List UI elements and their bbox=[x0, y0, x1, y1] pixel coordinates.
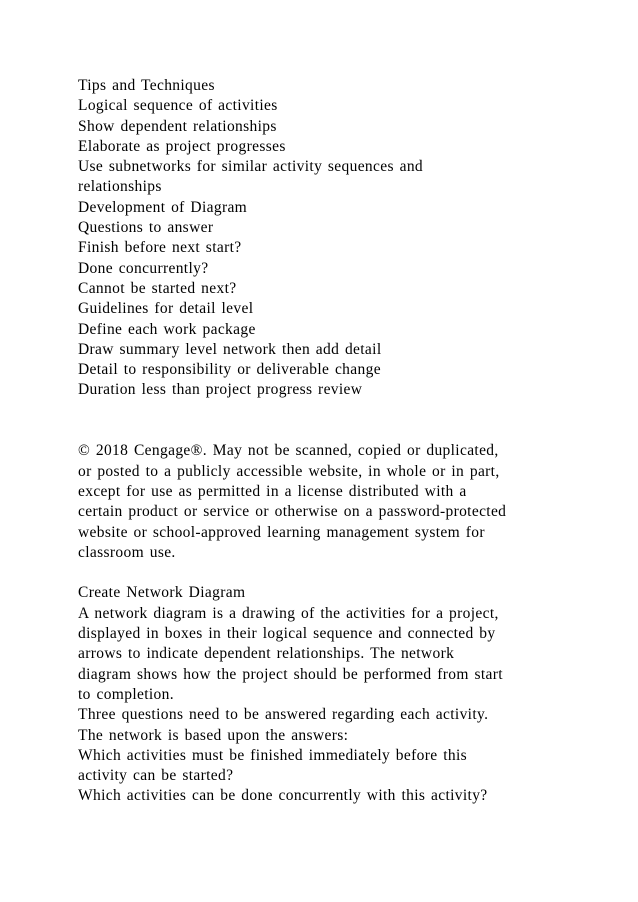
network-line: Which activities can be done concurrently with this activity? bbox=[78, 787, 488, 805]
network-line: activity can be started? bbox=[78, 767, 234, 785]
copyright-line: © 2018 Cengage®. May not be scanned, copied or duplicated, bbox=[78, 442, 499, 460]
tips-line: Cannot be started next? bbox=[78, 279, 237, 297]
tips-line: Logical sequence of activities bbox=[78, 97, 278, 115]
tips-line: Development of Diagram bbox=[78, 198, 248, 216]
network-line: arrows to indicate dependent relationships. The network bbox=[78, 645, 455, 663]
copyright-line: website or school-approved learning management system for bbox=[78, 523, 485, 541]
network-line: Three questions need to be answered regarding each activity. bbox=[78, 706, 489, 724]
tips-line: Use subnetworks for similar activity sequences and bbox=[78, 158, 424, 176]
tips-line: Questions to answer bbox=[78, 219, 214, 237]
copyright-line: certain product or service or otherwise on a password-protected bbox=[78, 503, 507, 521]
copyright-line: except for use as permitted in a license distributed with a bbox=[78, 482, 467, 500]
tips-line: Duration less than project progress review bbox=[78, 381, 363, 399]
network-line: displayed in boxes in their logical sequence and connected by bbox=[78, 625, 496, 643]
network-line: to completion. bbox=[78, 685, 174, 703]
network-line: The network is based upon the answers: bbox=[78, 726, 349, 744]
tips-line: Draw summary level network then add detail bbox=[78, 340, 382, 358]
copyright-line: classroom use. bbox=[78, 543, 176, 561]
tips-line: Show dependent relationships bbox=[78, 117, 277, 135]
document-page bbox=[78, 76, 598, 807]
network-heading: Create Network Diagram bbox=[78, 584, 246, 602]
tips-line: Detail to responsibility or deliverable change bbox=[78, 361, 381, 379]
network-diagram-section bbox=[78, 583, 598, 806]
tips-line: Guidelines for detail level bbox=[78, 300, 254, 318]
network-line: Which activities must be finished immediately before this bbox=[78, 746, 468, 764]
tips-line: relationships bbox=[78, 178, 162, 196]
network-line: diagram shows how the project should be performed from start bbox=[78, 665, 503, 683]
network-line: A network diagram is a drawing of the activities for a project, bbox=[78, 604, 499, 622]
copyright-line: or posted to a publicly accessible website, in whole or in part, bbox=[78, 462, 500, 480]
tips-line: Done concurrently? bbox=[78, 259, 209, 277]
copyright-notice bbox=[78, 441, 598, 563]
tips-heading: Tips and Techniques bbox=[78, 77, 215, 94]
tips-line: Define each work package bbox=[78, 320, 256, 338]
section-spacer bbox=[78, 401, 598, 442]
tips-section bbox=[78, 76, 598, 401]
tips-line: Elaborate as project progresses bbox=[78, 137, 286, 155]
section-spacer bbox=[78, 563, 598, 583]
tips-line: Finish before next start? bbox=[78, 239, 242, 257]
